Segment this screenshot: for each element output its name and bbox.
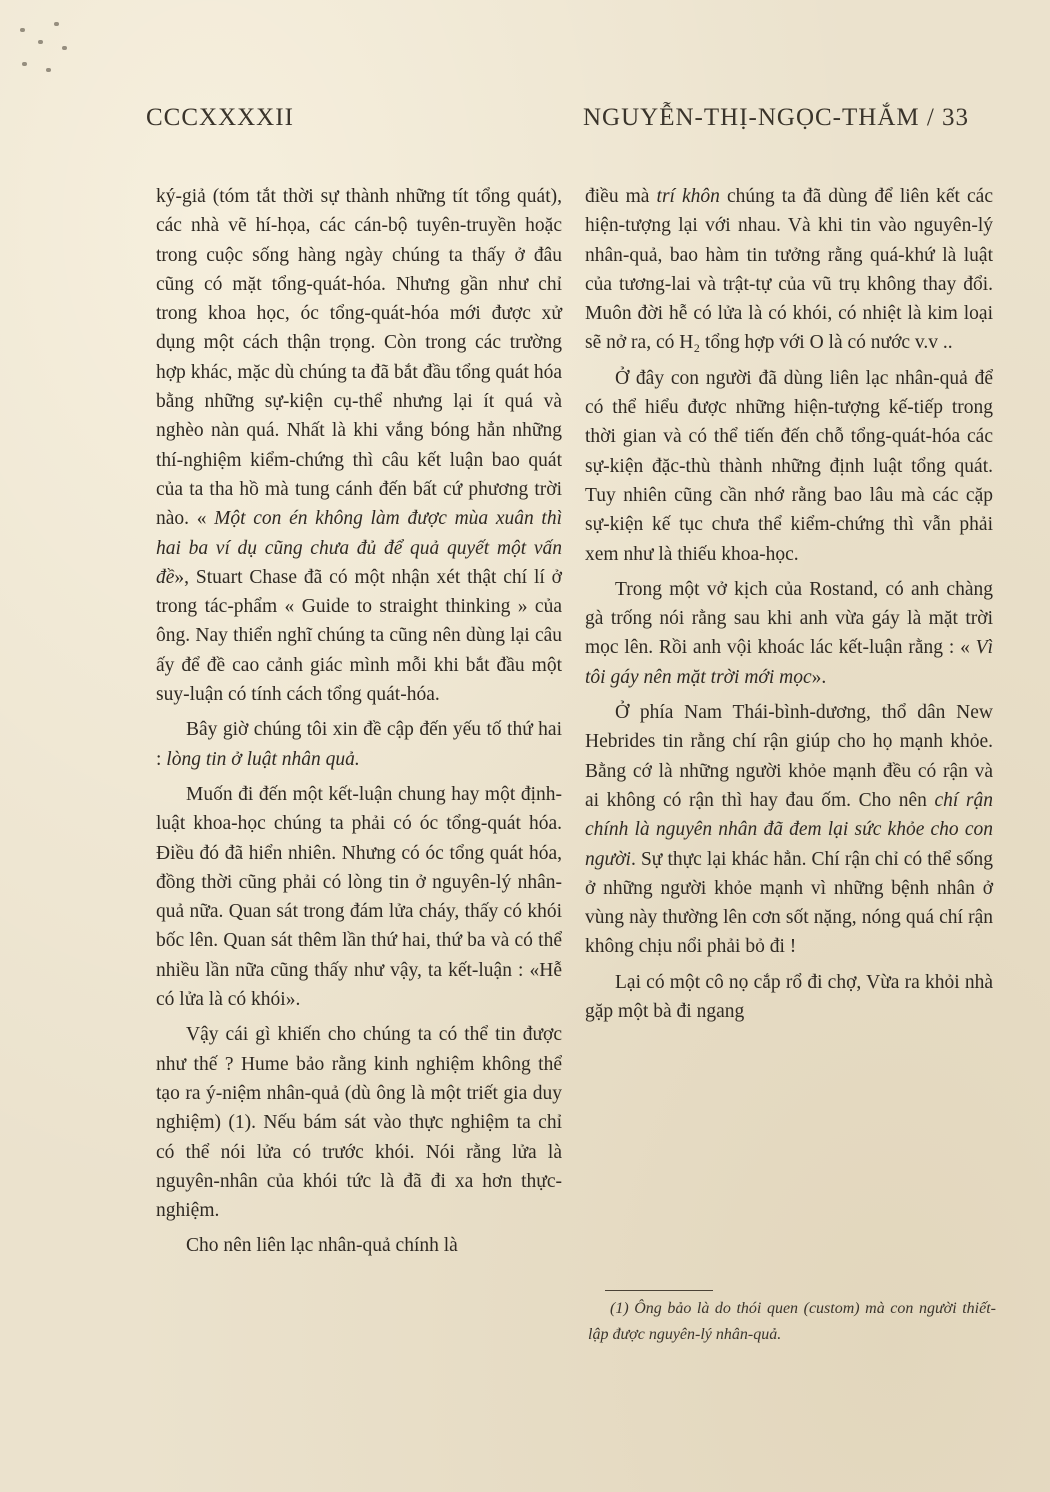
text-run: chúng ta đã dùng để liên kết các hiện-tượng lại với nhau. Và khi tin vào nguyên-lý nhân-quả, bao hàm tin tưởng rằng quá-khứ là luật của tương-lai và trật-tự của vũ trụ không thay đổi. Muôn đời hễ có lửa là có khói, có nhiệt là kim loại sẽ nở ra, có H₂ tổng hợp với O là có nước v.v .. (585, 186, 993, 354)
text-run: Bây giờ chúng tôi xin đề cập đến yếu tố thứ hai : (156, 719, 562, 770)
footnote-divider (605, 1290, 713, 1291)
right-column (585, 182, 993, 1026)
text-run: Vậy cái gì khiến cho chúng ta có thể tin được như thế ? Hume bảo rằng kinh nghiệm không thể tạo ra ý-niệm nhân-quả (dù ông là một triết gia duy nghiệm) (1). Nếu bám sát vào thực nghiệm ta chỉ có thể nói lửa có trước khói. Nói rằng lửa là nguyên-nhân của khói tức là đã đi xa hơn thực-nghiệm. (156, 1024, 562, 1222)
italic-text: chí rận chính là nguyên nhân đã đem lại sức khỏe cho con người (585, 789, 993, 870)
text-run: Ở đây con người đã dùng liên lạc nhân-quả để có thể hiểu được những hiện-tượng kế-tiếp trong thời gian và có thể tiến đến chỗ tổng-quát-hóa các sự-kiện đặc-thù thành những định luật tổng quát. Tuy nhiên cũng cần nhớ rằng bao lâu mà các cặp sự-kiện kế tục chưa thể kiểm-chứng thì vẫn phải xem như là thiếu khoa-học. (585, 367, 993, 565)
paragraph (156, 182, 562, 709)
paragraph (585, 575, 993, 692)
text-run: », Stuart Chase đã có một nhận xét thật chí lí ở trong tác-phẩm « Guide to straight thinking » của ông. Nay thiển nghĩ chúng ta cũng nên dùng lại câu ấy để đề cao cảnh giác mình mỗi khi bắt đầu một suy-luận có tính cách tổng quát-hóa. (156, 566, 562, 706)
print-speck (22, 62, 27, 66)
print-speck (54, 22, 59, 26)
page-header-left: CCCXXXXII (146, 104, 294, 131)
paragraph (585, 698, 993, 962)
text-run: điều mà (585, 186, 657, 207)
print-speck (38, 40, 43, 44)
page-header-right: NGUYỄN-THỊ-NGỌC-THẮM / 33 (583, 104, 970, 131)
paragraph (156, 780, 562, 1014)
paragraph (156, 1231, 562, 1260)
italic-text: lòng tin ở luật nhân quả. (166, 748, 360, 770)
paragraph (156, 1020, 562, 1225)
paragraph (585, 182, 993, 358)
footnote: (1) Ông bảo là do thói quen (custom) mà con người thiết-lập được nguyên-lý nhân-quả. (588, 1300, 996, 1343)
paragraph (585, 364, 993, 569)
paragraph (156, 715, 562, 774)
print-speck (62, 46, 67, 50)
italic-text: Vì tôi gáy nên mặt trời mới mọc (585, 637, 993, 688)
left-column (156, 182, 562, 1261)
italic-text: trí khôn (656, 186, 720, 207)
text-run: Trong một vở kịch của Rostand, có anh chàng gà trống nói rằng sau khi anh vừa gáy là mặt trời mọc lên. Rồi anh vội khoác lác kết-luận rằng : « (585, 578, 993, 659)
text-run: Ở phía Nam Thái-bình-dương, thổ dân New Hebrides tin rằng chí rận giúp cho họ mạnh khỏe. Bằng cớ là những người khỏe mạnh đều có rận và ai không có rận thì hay đau ốm. Cho nên (585, 702, 993, 811)
text-run: ký-giả (tóm tắt thời sự thành những tít tổng quát), các nhà vẽ hí-họa, các cán-bộ tuyên-truyền hoặc trong cuộc sống hàng ngày chúng ta thấy ở đâu cũng có mặt tổng-quát-hóa. Nhưng gần như chỉ trong khoa học, óc tổng-quát-hóa mới được xử dụng một cách thận trọng. Còn trong các trường hợp khác, mặc dù chúng ta đã bắt đầu tổng quát hóa bằng những sự-kiện cụ-thể nhưng lại ít quá và nghèo nàn quá. Nhất là khi vắng bóng hẳn những thí-nghiệm kiểm-chứng thì câu kết luận bao quát của ta tha hồ mà tung cánh đến bất cứ phương trời nào. « (156, 186, 562, 530)
print-speck (46, 68, 51, 72)
text-run: Lại có một cô nọ cắp rổ đi chợ, Vừa ra khỏi nhà gặp một bà đi ngang (585, 971, 993, 1023)
text-run: ». (811, 666, 827, 688)
text-run: Cho nên liên lạc nhân-quả chính là (186, 1235, 458, 1257)
text-run: Muốn đi đến một kết-luận chung hay một định-luật khoa-học chúng ta phải có óc tổng-quát hóa. Điều đó đã hiển nhiên. Nhưng có óc tổng quát hóa, đồng thời cũng phải có lòng tin ở nguyên-lý nhân-quả nữa. Quan sát trong đám lửa cháy, thấy có khói bốc lên. Quan sát thêm lần thứ hai, thứ ba và có thể nhiều lần nữa cũng thấy như vậy, ta kết-luận : «Hễ có lửa là có khói». (156, 783, 562, 1011)
print-speck (20, 28, 25, 32)
text-run: . Sự thực lại khác hẳn. Chí rận chỉ có thể sống ở những người khỏe mạnh vì những bệnh nhân ở vùng này thường lên cơn sốt nặng, nóng quá chí rận không chịu nổi phải bỏ đi ! (585, 848, 993, 958)
italic-text: Một con én không làm được mùa xuân thì hai ba ví dụ cũng chưa đủ để quả quyết một vấn đề (156, 508, 563, 588)
paragraph (585, 968, 993, 1027)
